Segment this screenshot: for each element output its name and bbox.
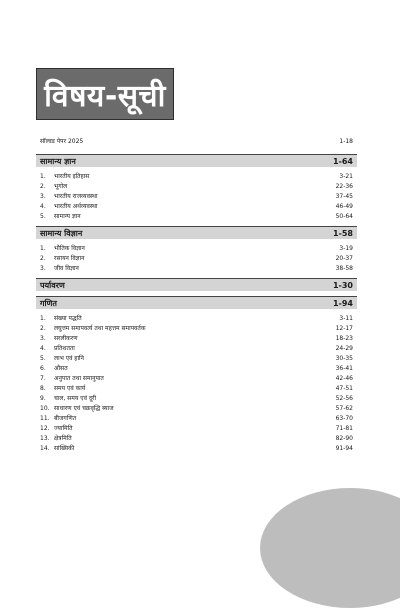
toc-entry[interactable] <box>36 343 357 353</box>
entry-pages: 82-90 <box>335 434 353 442</box>
entry-number: 9. <box>40 394 46 402</box>
entry-number: 2. <box>40 324 46 332</box>
entry-pages: 52-56 <box>335 394 353 402</box>
entry-label: लाभ एवं हानि <box>54 355 84 362</box>
entry-pages: 47-51 <box>335 384 353 392</box>
solved-paper-label: सॉल्वड पेपर 2025 <box>40 138 84 145</box>
decorative-corner-shape <box>260 488 400 608</box>
entry-pages: 30-35 <box>335 354 353 362</box>
entry-label: भूगोल <box>54 183 68 190</box>
section-header[interactable] <box>36 154 357 167</box>
entry-label: सरलीकरण <box>54 335 78 342</box>
entry-number: 13. <box>40 434 50 442</box>
entry-pages: 42-46 <box>335 374 353 382</box>
entry-label: भारतीय राजव्यवस्था <box>54 193 98 200</box>
entry-number: 14. <box>40 444 50 452</box>
entry-label: अनुपात तथा समानुपात <box>54 375 104 382</box>
entry-pages: 57-62 <box>335 404 353 412</box>
entry-pages: 3-21 <box>339 172 353 180</box>
toc-entry[interactable] <box>36 373 357 383</box>
toc-entry[interactable] <box>36 443 357 453</box>
entry-pages: 38-58 <box>335 264 353 272</box>
entry-number: 7. <box>40 374 46 382</box>
toc-entry[interactable] <box>36 353 357 363</box>
section-pages: 1-30 <box>332 280 353 290</box>
toc-entry[interactable] <box>36 323 357 333</box>
entry-number: 11. <box>40 414 50 422</box>
entry-pages: 37-45 <box>335 192 353 200</box>
entry-label: सामान्य ज्ञान <box>54 213 81 220</box>
toc-entry[interactable] <box>36 363 357 373</box>
section-item-list <box>36 313 357 453</box>
entry-label: भारतीय अर्थव्यवस्था <box>54 203 98 210</box>
toc-entry[interactable] <box>36 191 357 201</box>
page-title: विषय-सूची <box>44 78 166 114</box>
entry-label: औसत <box>54 365 68 372</box>
toc-entry[interactable] <box>36 263 357 273</box>
section-title: सामान्य विज्ञान <box>40 228 83 238</box>
entry-label: साधारण एवं चक्रवृद्धि ब्याज <box>54 405 114 412</box>
section-header[interactable] <box>36 278 357 291</box>
entry-label: संख्या पद्धति <box>54 315 82 322</box>
section-item-list <box>36 171 357 221</box>
section-pages: 1-64 <box>332 156 353 166</box>
entry-pages: 71-81 <box>335 424 353 432</box>
entry-number: 2. <box>40 182 46 190</box>
section-title: सामान्य ज्ञान <box>40 156 76 166</box>
entry-label: रसायन विज्ञान <box>54 255 85 262</box>
toc-entry[interactable] <box>36 393 357 403</box>
entry-label: ज्यामिति <box>54 425 73 432</box>
toc-entry[interactable] <box>36 201 357 211</box>
section-title: पर्यावरण <box>40 280 65 290</box>
toc-entry[interactable] <box>36 433 357 443</box>
toc-entry[interactable] <box>36 313 357 323</box>
entry-label: लघुत्तम समापवर्त्य तथा महत्तम समापवर्तक <box>54 325 146 332</box>
toc-entry[interactable] <box>36 403 357 413</box>
entry-pages: 3-11 <box>339 314 353 322</box>
entry-label: भौतिक विज्ञान <box>54 245 85 252</box>
page-title-box <box>36 68 174 120</box>
section-item-list <box>36 243 357 273</box>
entry-number: 2. <box>40 254 46 262</box>
entry-number: 3. <box>40 264 46 272</box>
entry-label: चाल, समय एवं दूरी <box>54 395 97 402</box>
entry-label: सांख्यिकी <box>54 445 75 452</box>
entry-pages: 50-64 <box>335 212 353 220</box>
entry-number: 1. <box>40 244 46 252</box>
entry-number: 3. <box>40 192 46 200</box>
entry-label: समय एवं कार्य <box>54 385 86 392</box>
solved-paper-row[interactable] <box>36 136 357 146</box>
entry-number: 8. <box>40 384 46 392</box>
toc-entry[interactable] <box>36 413 357 423</box>
entry-number: 4. <box>40 202 46 210</box>
toc-entry[interactable] <box>36 171 357 181</box>
entry-label: भारतीय इतिहास <box>54 173 90 180</box>
entry-number: 10. <box>40 404 50 412</box>
table-of-contents <box>36 136 357 453</box>
entry-number: 5. <box>40 212 46 220</box>
toc-entry[interactable] <box>36 253 357 263</box>
entry-pages: 46-49 <box>335 202 353 210</box>
entry-label: बीजगणित <box>54 415 77 422</box>
entry-label: क्षेत्रमिति <box>54 435 72 442</box>
toc-entry[interactable] <box>36 181 357 191</box>
toc-entry[interactable] <box>36 423 357 433</box>
entry-number: 5. <box>40 354 46 362</box>
section-title: गणित <box>40 298 57 308</box>
entry-number: 6. <box>40 364 46 372</box>
entry-pages: 12-17 <box>335 324 353 332</box>
entry-pages: 18-23 <box>335 334 353 342</box>
toc-entry[interactable] <box>36 333 357 343</box>
entry-pages: 63-70 <box>335 414 353 422</box>
toc-entry[interactable] <box>36 211 357 221</box>
entry-pages: 20-37 <box>335 254 353 262</box>
entry-number: 1. <box>40 314 46 322</box>
entry-number: 4. <box>40 344 46 352</box>
entry-pages: 22-36 <box>335 182 353 190</box>
section-pages: 1-94 <box>332 298 353 308</box>
entry-number: 3. <box>40 334 46 342</box>
entry-number: 12. <box>40 424 50 432</box>
entry-label: प्रतिशतता <box>54 345 75 352</box>
entry-pages: 3-19 <box>339 244 353 252</box>
toc-entry[interactable] <box>36 243 357 253</box>
toc-entry[interactable] <box>36 383 357 393</box>
section-header[interactable] <box>36 226 357 239</box>
section-header[interactable] <box>36 296 357 309</box>
section-pages: 1-58 <box>332 228 353 238</box>
entry-pages: 24-29 <box>335 344 353 352</box>
entry-number: 1. <box>40 172 46 180</box>
entry-pages: 91-94 <box>335 444 353 452</box>
entry-pages: 36-41 <box>335 364 353 372</box>
entry-label: जीव विज्ञान <box>54 265 79 272</box>
solved-paper-pages: 1-18 <box>339 137 353 145</box>
